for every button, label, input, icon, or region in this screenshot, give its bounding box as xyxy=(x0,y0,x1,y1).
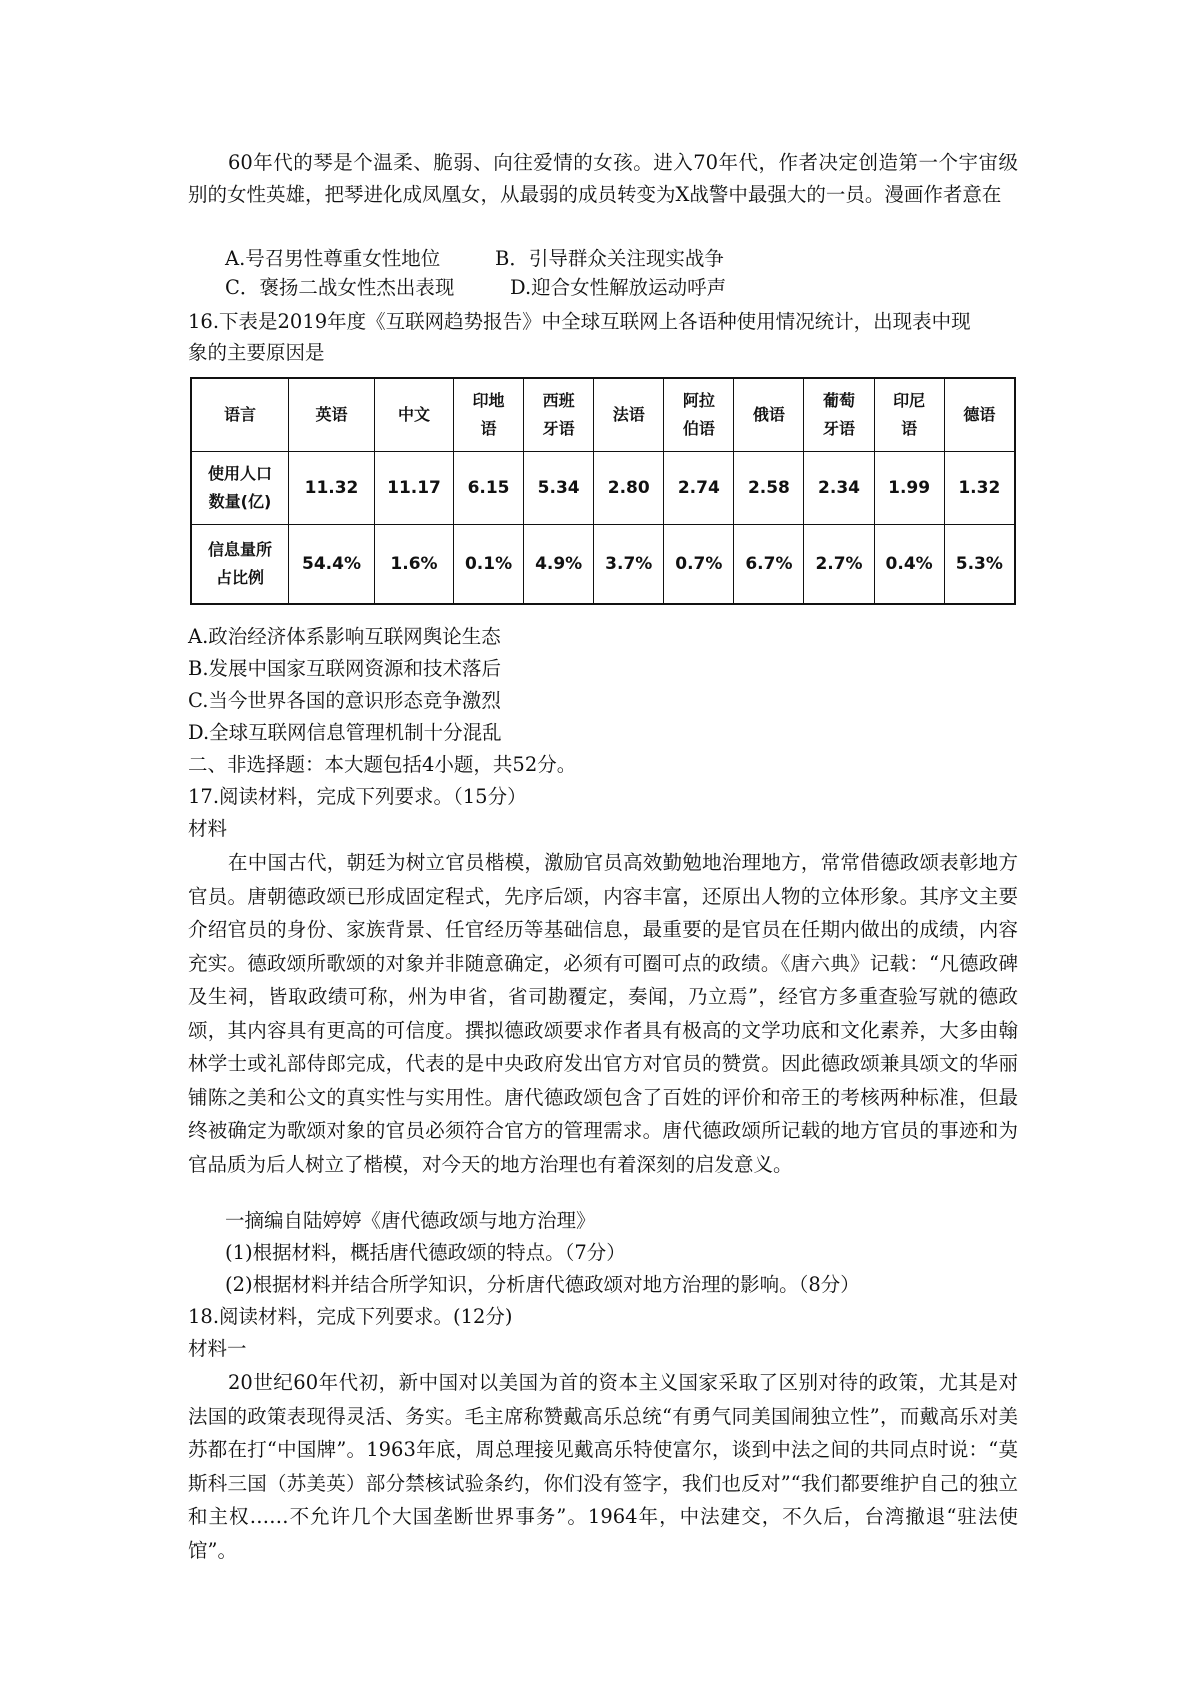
q18-title: 18.阅读材料，完成下列要求。(12分) xyxy=(188,1305,513,1328)
population-cell: 1.32 xyxy=(944,452,1015,525)
q16-stem-line1: 16.下表是2019年度《互联网趋势报告》中全球互联网上各语种使用情况统计，出现表中现 xyxy=(188,310,971,333)
row-header-language: 语言 xyxy=(191,378,289,452)
info-share-cell: 5.3% xyxy=(944,525,1015,605)
q15-option-a: A.号召男性尊重女性地位 xyxy=(225,247,441,270)
table-row-population xyxy=(191,452,1015,525)
info-share-cell: 0.4% xyxy=(874,525,944,605)
q15-stem: 60年代的琴是个温柔、脆弱、向往爱情的女孩。进入70年代，作者决定创造第一个宇宙级别的女性英雄，把琴进化成凤凰女，从最弱的成员转变为X战警中最强大的一员。漫画作者意在 xyxy=(188,151,1018,206)
population-cell: 5.34 xyxy=(524,452,594,525)
row-header-info-share: 信息量所 占比例 xyxy=(191,525,289,605)
language-cell: 中文 xyxy=(375,378,454,452)
q15-option-b: B．引导群众关注现实战争 xyxy=(495,247,724,270)
info-share-cell: 6.7% xyxy=(734,525,804,605)
language-cell: 法语 xyxy=(594,378,664,452)
q18-material-text: 20世纪60年代初，新中国对以美国为首的资本主义国家采取了区别对待的政策，尤其是对法国的政策表现得灵活、务实。毛主席称赞戴高乐总统“有勇气同美国闹独立性”，而戴高乐对美苏都在打“中国牌”。1963年底，周总理接见戴高乐特使富尔，谈到中法之间的共同点时说：“莫斯科三国（苏美英）部分禁核试验条约，你们没有签字，我们也反对”“我们都要维护自己的独立和主权……不允许几个大国垄断世界事务”。1964年，中法建交，不久后，台湾撤退“驻法使馆”。 xyxy=(188,1371,1018,1562)
population-cell: 2.58 xyxy=(734,452,804,525)
q16-option-c: C.当今世界各国的意识形态竞争激烈 xyxy=(188,689,501,712)
table-row-info-share xyxy=(191,525,1015,605)
language-cell: 德语 xyxy=(944,378,1015,452)
info-share-cell: 4.9% xyxy=(524,525,594,605)
q16-option-d: D.全球互联网信息管理机制十分混乱 xyxy=(188,721,502,744)
q17-subquestion-1: (1)根据材料，概括唐代德政颂的特点。（7分） xyxy=(225,1241,626,1264)
q16-option-a: A.政治经济体系影响互联网舆论生态 xyxy=(188,625,501,648)
q16-option-b: B.发展中国家互联网资源和技术落后 xyxy=(188,657,502,680)
section-two-heading: 二、非选择题：本大题包括4小题，共52分。 xyxy=(188,753,577,776)
language-cell: 西班 牙语 xyxy=(524,378,594,452)
population-cell: 2.34 xyxy=(804,452,874,525)
population-cell: 11.32 xyxy=(289,452,375,525)
q17-subquestion-2: (2)根据材料并结合所学知识，分析唐代德政颂对地方治理的影响。（8分） xyxy=(225,1273,860,1296)
q17-material-text: 在中国古代，朝廷为树立官员楷模，激励官员高效勤勉地治理地方，常常借德政颂表彰地方官员。唐朝德政颂已形成固定程式，先序后颂，内容丰富，还原出人物的立体形象。其序文主要介绍官员的身份、家族背景、任官经历等基础信息，最重要的是官员在任期内做出的成绩，内容充实。德政颂所歌颂的对象并非随意确定，必须有可圈可点的政绩。《唐六典》记载：“凡德政碑及生祠，皆取政绩可称，州为申省，省司勘覆定，奏闻，乃立焉”，经官方多重查验写就的德政颂，其内容具有更高的可信度。撰拟德政颂要求作者具有极高的文学功底和文化素养，大多由翰林学士或礼部侍郎完成，代表的是中央政府发出官方对官员的赞赏。因此德政颂兼具颂文的华丽铺陈之美和公文的真实性与实用性。唐代德政颂包含了百姓的评价和帝王的考核两种标准，但最终被确定为歌颂对象的官员必须符合官方的管理需求。唐代德政颂所记载的地方官员的事迹和为官品质为后人树立了楷模，对今天的地方治理也有着深刻的启发意义。 xyxy=(188,851,1018,1176)
q17-material-label: 材料 xyxy=(188,817,228,840)
language-cell: 印尼 语 xyxy=(874,378,944,452)
q16-stem-line2: 象的主要原因是 xyxy=(188,341,325,364)
language-usage-table xyxy=(190,377,1016,605)
q15-option-d: D.迎合女性解放运动呼声 xyxy=(510,276,727,299)
q18-material-label: 材料一 xyxy=(188,1337,247,1360)
language-cell: 阿拉 伯语 xyxy=(664,378,734,452)
population-cell: 6.15 xyxy=(454,452,524,525)
population-cell: 2.80 xyxy=(594,452,664,525)
info-share-cell: 1.6% xyxy=(375,525,454,605)
info-share-cell: 3.7% xyxy=(594,525,664,605)
table-header-row xyxy=(191,378,1015,452)
language-cell: 葡萄 牙语 xyxy=(804,378,874,452)
population-cell: 11.17 xyxy=(375,452,454,525)
q15-option-c: C．褒扬二战女性杰出表现 xyxy=(225,276,455,299)
info-share-cell: 0.7% xyxy=(664,525,734,605)
row-header-population: 使用人口 数量(亿) xyxy=(191,452,289,525)
language-cell: 俄语 xyxy=(734,378,804,452)
info-share-cell: 54.4% xyxy=(289,525,375,605)
info-share-cell: 2.7% xyxy=(804,525,874,605)
language-cell: 印地 语 xyxy=(454,378,524,452)
population-cell: 2.74 xyxy=(664,452,734,525)
q17-title: 17.阅读材料，完成下列要求。（15分） xyxy=(188,785,527,808)
population-cell: 1.99 xyxy=(874,452,944,525)
q17-source: 一摘编自陆婷婷《唐代德政颂与地方治理》 xyxy=(225,1209,596,1232)
info-share-cell: 0.1% xyxy=(454,525,524,605)
language-cell: 英语 xyxy=(289,378,375,452)
